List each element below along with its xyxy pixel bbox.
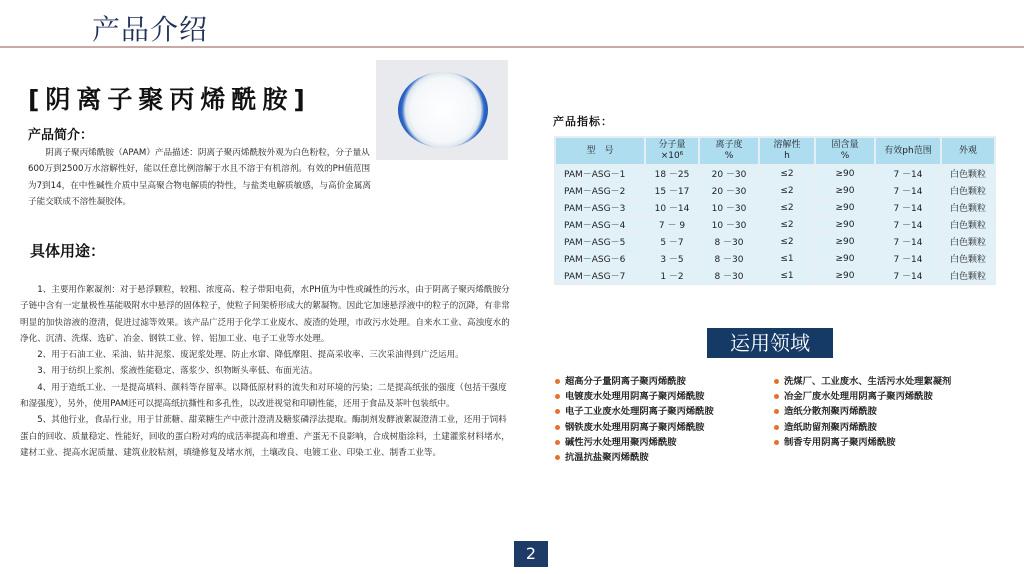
table-cell: 白色颗粒 — [942, 217, 994, 232]
table-cell: 白色颗粒 — [942, 268, 994, 283]
product-granules-dish-image — [376, 60, 508, 160]
table-cell: 3 －5 — [646, 251, 698, 266]
table-cell: ≤2 — [760, 166, 814, 181]
table-cell: PAM－ASG－1 — [556, 166, 644, 181]
list-item-label: 电镀废水处理用阴离子聚丙烯酰胺 — [565, 391, 705, 403]
spec-header-row — [556, 138, 994, 164]
usage-paragraph: 3、用于纺织上浆剂、浆液性能稳定、落浆少、织物断头率低、布面光洁。 — [37, 366, 318, 377]
header-divider — [0, 46, 1024, 48]
table-cell: ≤2 — [760, 183, 814, 198]
bullet-dot-icon — [555, 394, 560, 399]
list-item — [774, 435, 951, 450]
list-item-label: 冶金厂废水处理用阴离子聚丙烯酰胺 — [784, 391, 933, 403]
spec-header-cell: 型 号 — [556, 138, 644, 164]
table-cell: ≤1 — [760, 251, 814, 266]
table-cell: 白色颗粒 — [942, 183, 994, 198]
table-cell: ≥90 — [816, 251, 874, 266]
table-cell: ≥90 — [816, 268, 874, 283]
table-cell: 10 －14 — [646, 200, 698, 215]
list-item — [555, 450, 714, 465]
bullet-dot-icon — [555, 425, 560, 430]
table-cell: 18 －25 — [646, 166, 698, 181]
list-item-label: 洗煤厂、工业废水、生活污水处理絮凝剂 — [784, 376, 952, 387]
table-cell: 7 －14 — [876, 268, 940, 283]
list-item-label: 制香专用阴离子聚丙烯酰胺 — [784, 436, 896, 448]
usage-paragraph: 1、主要用作絮凝剂：对于悬浮颗粒，较粗、浓度高、粒子带阳电荷，水PH值为中性或碱性的污水，由于阴离子聚丙烯酰胺分子链中含有一定量极性基能吸附水中悬浮的固体粒子，使粒子间架桥形成大的絮凝物。因此它加速悬浮液中的粒子的沉降，有非常明显的加快溶液的澄清，促进过滤等效果。该产品广泛用于化学工业废水、废渣的处理，市政污水处理。自来水工业、高浊度水的净化、沉清、洗煤、选矿、冶金、钢铁工业、锌、铝加工业、电子工业等水处理。 — [20, 285, 510, 344]
list-item — [774, 389, 951, 404]
table-cell: 白色颗粒 — [942, 200, 994, 215]
table-row — [556, 183, 994, 198]
table-row — [556, 234, 994, 249]
table-row — [556, 166, 994, 181]
bullet-dot-icon — [555, 440, 560, 445]
list-item — [555, 389, 714, 404]
spec-header-cell: 固含量 % — [816, 138, 874, 164]
list-item-label: 造纸分散剂聚丙烯酰胺 — [784, 406, 877, 418]
usage-paragraph: 5、其他行业，食品行业，用于甘蔗糖、甜菜糖生产中蔗汁澄清及糖浆磷浮法提取。酶制剂发酵液絮凝澄清工业，还用于饲料蛋白的回收、质量稳定、性能好，回收的蛋白粉对鸡的成活率提高和增重、产蛋无不良影响，合成树脂涂料，土建灌浆材料堵水，建材工业、提高水泥质量、建筑业胶粘剂，填缝修复及堵水剂，土壤改良、电镀工业、印染工业、制香工业等。 — [20, 415, 510, 458]
product-name: [阴离子聚丙烯酰胺] — [28, 85, 311, 114]
table-cell: ≥90 — [816, 234, 874, 249]
table-cell: 7 －14 — [876, 200, 940, 215]
list-item-label: 碱性污水处理用聚丙烯酰胺 — [565, 436, 677, 448]
table-cell: 1 －2 — [646, 268, 698, 283]
list-item-label: 钢铁废水处理用阴离子聚丙烯酰胺 — [565, 421, 705, 433]
table-cell: PAM－ASG－7 — [556, 268, 644, 283]
list-item — [774, 420, 951, 435]
table-cell: 20 －30 — [700, 166, 758, 181]
table-cell: 白色颗粒 — [942, 234, 994, 249]
list-item-label: 抗温抗盐聚丙烯酰胺 — [565, 451, 649, 463]
page-number: 2 — [514, 541, 548, 567]
table-cell: ≥90 — [816, 217, 874, 232]
table-cell: 7 －14 — [876, 234, 940, 249]
bullet-dot-icon — [774, 394, 779, 399]
usage-section — [20, 282, 512, 461]
bullet-dot-icon — [774, 425, 779, 430]
table-cell: 5 －7 — [646, 234, 698, 249]
list-item — [774, 404, 951, 419]
spec-table — [554, 136, 996, 285]
list-item — [555, 404, 714, 419]
table-cell: 7 －14 — [876, 183, 940, 198]
list-item — [555, 420, 714, 435]
table-cell: 8 －30 — [700, 251, 758, 266]
bullet-dot-icon — [555, 455, 560, 460]
table-cell: 8 －30 — [700, 234, 758, 249]
bullet-dot-icon — [555, 379, 560, 384]
spec-header-cell: 溶解性 h — [760, 138, 814, 164]
bullet-dot-icon — [774, 409, 779, 414]
bullet-dot-icon — [774, 379, 779, 384]
table-cell: ≤2 — [760, 217, 814, 232]
table-row — [556, 251, 994, 266]
spec-title: 产品指标： — [553, 115, 613, 128]
table-cell: PAM－ASG－5 — [556, 234, 644, 249]
list-item-label: 造纸助留剂聚丙烯酰胺 — [784, 421, 877, 433]
table-cell: ≥90 — [816, 183, 874, 198]
table-cell: 白色颗粒 — [942, 251, 994, 266]
intro-heading: 产品简介： — [28, 128, 94, 143]
usage-paragraph: 4、用于造纸工业、一是提高填料、颜料等存留率。以降低原材料的流失和对环境的污染；二是提高纸张的强度（包括干强度和湿强度），另外，使用PAM还可以提高纸抗撕性和多孔性，以改进视觉和印刷性能，还用于食品及茶叶包装纸中。 — [20, 382, 507, 410]
spec-header-cell: 分子量 ×10⁶ — [646, 138, 698, 164]
table-cell: 白色颗粒 — [942, 166, 994, 181]
table-row — [556, 268, 994, 283]
table-cell: ≤1 — [760, 268, 814, 283]
table-cell: ≤2 — [760, 234, 814, 249]
table-cell: ≥90 — [816, 200, 874, 215]
list-item — [774, 374, 951, 389]
bullet-dot-icon — [774, 440, 779, 445]
application-list-left — [555, 374, 714, 465]
list-item — [555, 435, 714, 450]
spec-header-cell: 外观 — [942, 138, 994, 164]
list-item — [555, 374, 714, 389]
bullet-dot-icon — [555, 409, 560, 414]
table-cell: ≤2 — [760, 200, 814, 215]
spec-header-cell: 有效ph范围 — [876, 138, 940, 164]
table-cell: ≥90 — [816, 166, 874, 181]
table-cell: PAM－ASG－2 — [556, 183, 644, 198]
intro-text: 阴离子聚丙烯酰胺（APAM）产品描述：阴离子聚丙烯酰胺外观为白色粉粒，分子量从600万到2500万水溶解性好，能以任意比例溶解于水且不溶于有机溶剂。有效的PH值范围为7到14，在中性碱性介质中呈高聚合物电解质的特性，与盐类电解质敏感，与高价金属离子能交联成不溶性凝胶体。 — [28, 148, 371, 207]
table-cell: 15 －17 — [646, 183, 698, 198]
application-fields-banner: 运用领域 — [707, 328, 833, 358]
table-cell: 10 －30 — [700, 217, 758, 232]
table-cell: 7 －14 — [876, 166, 940, 181]
list-item-label: 超高分子量阴离子聚丙烯酰胺 — [565, 376, 686, 387]
usage-paragraph: 2、用于石油工业、采油、钻井泥浆、废泥浆处理、防止水窜、降低摩阻、提高采收率、三次采油得到广泛运用。 — [37, 350, 464, 361]
page-title: 产品介绍 — [92, 13, 209, 46]
application-list-right — [774, 374, 951, 450]
table-cell: 20 －30 — [700, 183, 758, 198]
spec-header-cell: 离子度 % — [700, 138, 758, 164]
table-cell: PAM－ASG－6 — [556, 251, 644, 266]
table-cell: 7 － 9 — [646, 217, 698, 232]
dish-graphic — [398, 72, 488, 148]
table-row — [556, 200, 994, 215]
list-item-label: 电子工业废水处理阴离子聚丙烯酰胺 — [565, 406, 714, 418]
table-cell: PAM－ASG－4 — [556, 217, 644, 232]
table-cell: 8 －30 — [700, 268, 758, 283]
usage-heading: 具体用途： — [30, 242, 106, 260]
table-cell: 7 －14 — [876, 251, 940, 266]
table-cell: 10 －30 — [700, 200, 758, 215]
table-row — [556, 217, 994, 232]
table-cell: PAM－ASG－3 — [556, 200, 644, 215]
table-cell: 7 －14 — [876, 217, 940, 232]
